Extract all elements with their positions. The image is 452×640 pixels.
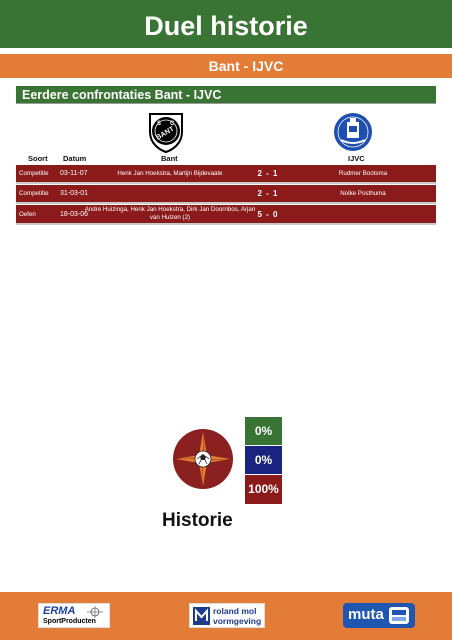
svg-text:C: C <box>170 121 175 127</box>
table-row <box>16 165 436 182</box>
row-score: 5 - 0 <box>257 209 279 219</box>
stat-home-value: 0% <box>254 424 273 438</box>
ijvc-logo-icon <box>331 110 375 154</box>
sponsor-erma-name: ERMA <box>43 605 76 617</box>
row-home-scorers <box>80 185 260 202</box>
match-bar <box>0 54 452 78</box>
bant-logo-icon <box>144 110 188 154</box>
row-divider <box>16 182 436 184</box>
row-datum: 31-03-01 <box>60 190 89 197</box>
compass-ball-icon <box>172 428 234 490</box>
svg-text:BANT: BANT <box>155 125 176 142</box>
row-datum: 03-11-07 <box>60 170 88 177</box>
row-divider <box>16 223 436 225</box>
row-score: 2 - 1 <box>257 169 279 178</box>
sponsor-roland-mol[interactable] <box>189 603 265 628</box>
sponsor-roland-name: roland mol <box>213 606 257 616</box>
sponsor-muta[interactable] <box>343 603 415 628</box>
svg-text:S: S <box>157 121 162 127</box>
col-home: Bant <box>161 154 178 163</box>
sponsor-erma[interactable] <box>38 603 110 628</box>
stats-label: Historie <box>162 510 233 531</box>
section-title-bar <box>16 86 436 104</box>
row-soort: Competitie <box>19 190 49 197</box>
table-row <box>16 205 436 223</box>
stat-away-value: 100% <box>248 482 279 496</box>
row-divider <box>16 202 436 204</box>
stat-box-away <box>245 475 282 504</box>
muta-badge-icon <box>389 607 409 624</box>
match-title: Bant - IJVC <box>208 58 284 74</box>
row-away-scorers <box>278 205 448 223</box>
row-score: 2 - 1 <box>257 189 279 198</box>
sponsor-roland-sub: vormgeving <box>213 616 262 626</box>
sponsor-muta-name: muta <box>348 606 384 623</box>
stat-box-home <box>245 417 282 445</box>
m-logo-icon <box>193 607 210 625</box>
sponsor-erma-sub: SportProducten <box>43 618 96 625</box>
col-away: IJVC <box>348 154 365 163</box>
row-away-scorers: Nolke Posthuma <box>340 190 386 197</box>
stat-box-draw <box>245 446 282 474</box>
row-home-scorers: Andre Huizinga, Henk Jan Hoekstra, Dirk Jan Doornbos, Arjan van Hulzen (2) <box>84 206 256 221</box>
section-title: Eerdere confrontaties Bant - IJVC <box>22 88 222 102</box>
row-soort: Competitie <box>19 170 49 177</box>
row-datum: 18-03-06 <box>60 210 89 218</box>
row-away-scorers: Rudmer Bootsma <box>338 170 388 177</box>
crosshair-icon <box>87 606 103 618</box>
row-home-scorers: Henk Jan Hoekstra, Martijn Bijdevaate <box>117 169 223 177</box>
page-title: Duel historie <box>144 11 308 41</box>
stat-draw-value: 0% <box>254 453 273 467</box>
col-soort: Soort <box>28 154 48 163</box>
row-soort: Oefen <box>19 210 36 218</box>
page-header <box>0 0 452 48</box>
col-datum: Datum <box>63 154 87 163</box>
table-row <box>16 185 436 202</box>
